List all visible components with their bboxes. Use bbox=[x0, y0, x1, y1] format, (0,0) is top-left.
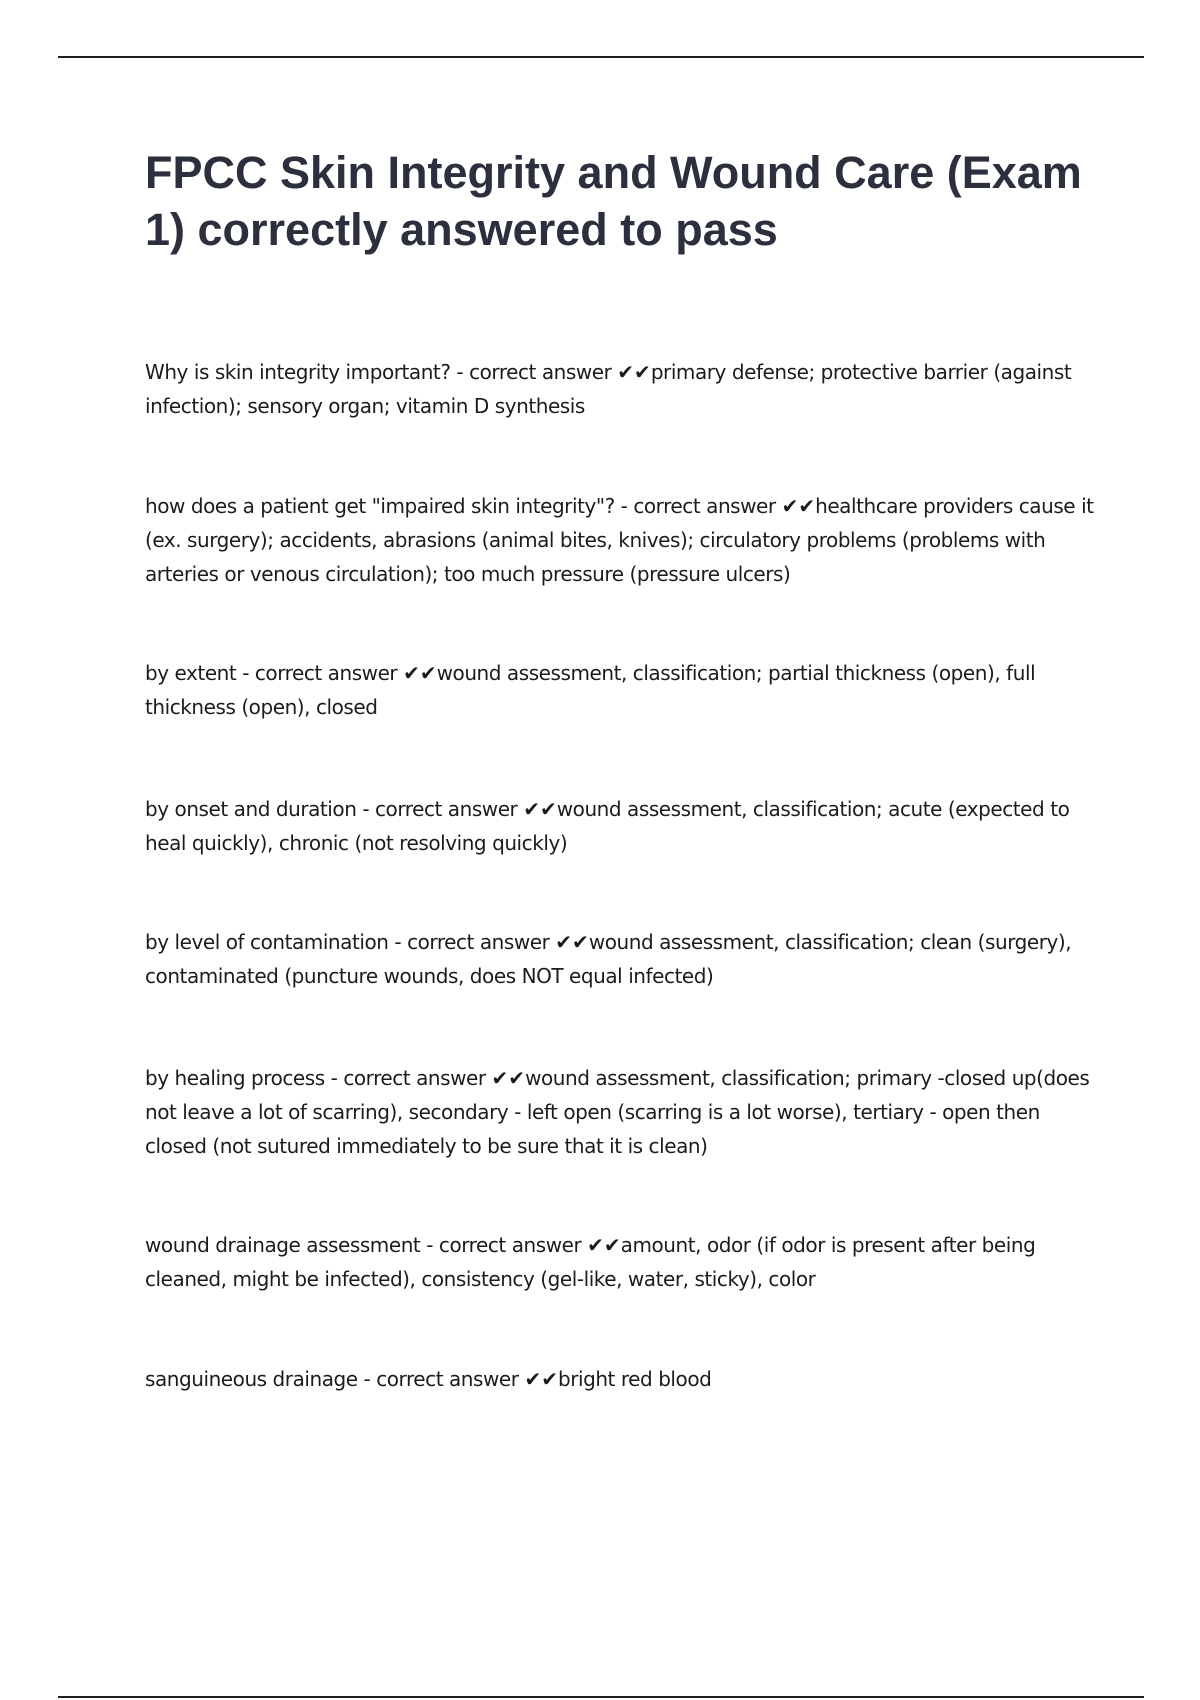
question-text: by onset and duration bbox=[145, 797, 357, 821]
answer-separator: - correct answer bbox=[356, 797, 524, 821]
answer-text: wound assessment, classification; clean (surgery), contaminated (puncture wounds, does NOT equal infected) bbox=[145, 930, 1072, 988]
answer-text: wound assessment, classification; partial thickness (open), full thickness (open), closed bbox=[145, 661, 1036, 719]
qa-item bbox=[145, 656, 1095, 724]
question-text: how does a patient get "impaired skin integrity"? bbox=[145, 494, 615, 518]
check-marks-icon: ✔✔ bbox=[555, 930, 589, 954]
answer-separator: - correct answer bbox=[357, 1367, 525, 1391]
check-marks-icon: ✔✔ bbox=[587, 1233, 621, 1257]
question-text: Why is skin integrity important? bbox=[145, 360, 451, 384]
answer-text: healthcare providers cause it (ex. surgery); accidents, abrasions (animal bites, knives); circulatory problems (problems with arteries or venous circulation); too much pressure (pressure ulcers) bbox=[145, 494, 1094, 586]
qa-item bbox=[145, 1228, 1095, 1296]
check-marks-icon: ✔✔ bbox=[617, 360, 651, 384]
answer-separator: - correct answer bbox=[614, 494, 782, 518]
qa-item bbox=[145, 792, 1095, 860]
answer-text: primary defense; protective barrier (against infection); sensory organ; vitamin D synthesis bbox=[145, 360, 1072, 418]
qa-item bbox=[145, 489, 1095, 591]
check-marks-icon: ✔✔ bbox=[523, 797, 557, 821]
qa-item bbox=[145, 1061, 1095, 1163]
answer-separator: - correct answer bbox=[236, 661, 404, 685]
qa-item bbox=[145, 355, 1095, 423]
question-text: sanguineous drainage bbox=[145, 1367, 358, 1391]
question-text: by level of contamination bbox=[145, 930, 389, 954]
question-text: by healing process bbox=[145, 1066, 325, 1090]
check-marks-icon: ✔✔ bbox=[403, 661, 437, 685]
check-marks-icon: ✔✔ bbox=[781, 494, 816, 518]
answer-text: bright red blood bbox=[557, 1367, 712, 1391]
answer-separator: - correct answer bbox=[450, 360, 618, 384]
qa-item bbox=[145, 1362, 1095, 1396]
question-text: by extent bbox=[145, 661, 237, 685]
answer-text: amount, odor (if odor is present after being cleaned, might be infected), consistency (gel-like, water, sticky), color bbox=[145, 1233, 1036, 1291]
check-marks-icon: ✔✔ bbox=[524, 1367, 558, 1391]
check-marks-icon: ✔✔ bbox=[491, 1066, 526, 1090]
answer-text: wound assessment, classification; primary -closed up(does not leave a lot of scarring), secondary - left open (scarring is a lot worse), tertiary - open then closed (not sutured immediately to be sure that it is clean) bbox=[145, 1066, 1090, 1158]
answer-separator: - correct answer bbox=[420, 1233, 588, 1257]
answer-separator: - correct answer bbox=[388, 930, 556, 954]
answer-text: wound assessment, classification; acute (expected to heal quickly), chronic (not resolving quickly) bbox=[145, 797, 1070, 855]
question-text: wound drainage assessment bbox=[145, 1233, 421, 1257]
qa-item bbox=[145, 925, 1095, 993]
bottom-rule bbox=[58, 1696, 1144, 1698]
page-title: FPCC Skin Integrity and Wound Care (Exam 1) correctly answered to pass bbox=[145, 147, 1082, 255]
top-rule bbox=[58, 56, 1144, 58]
answer-separator: - correct answer bbox=[324, 1066, 492, 1090]
